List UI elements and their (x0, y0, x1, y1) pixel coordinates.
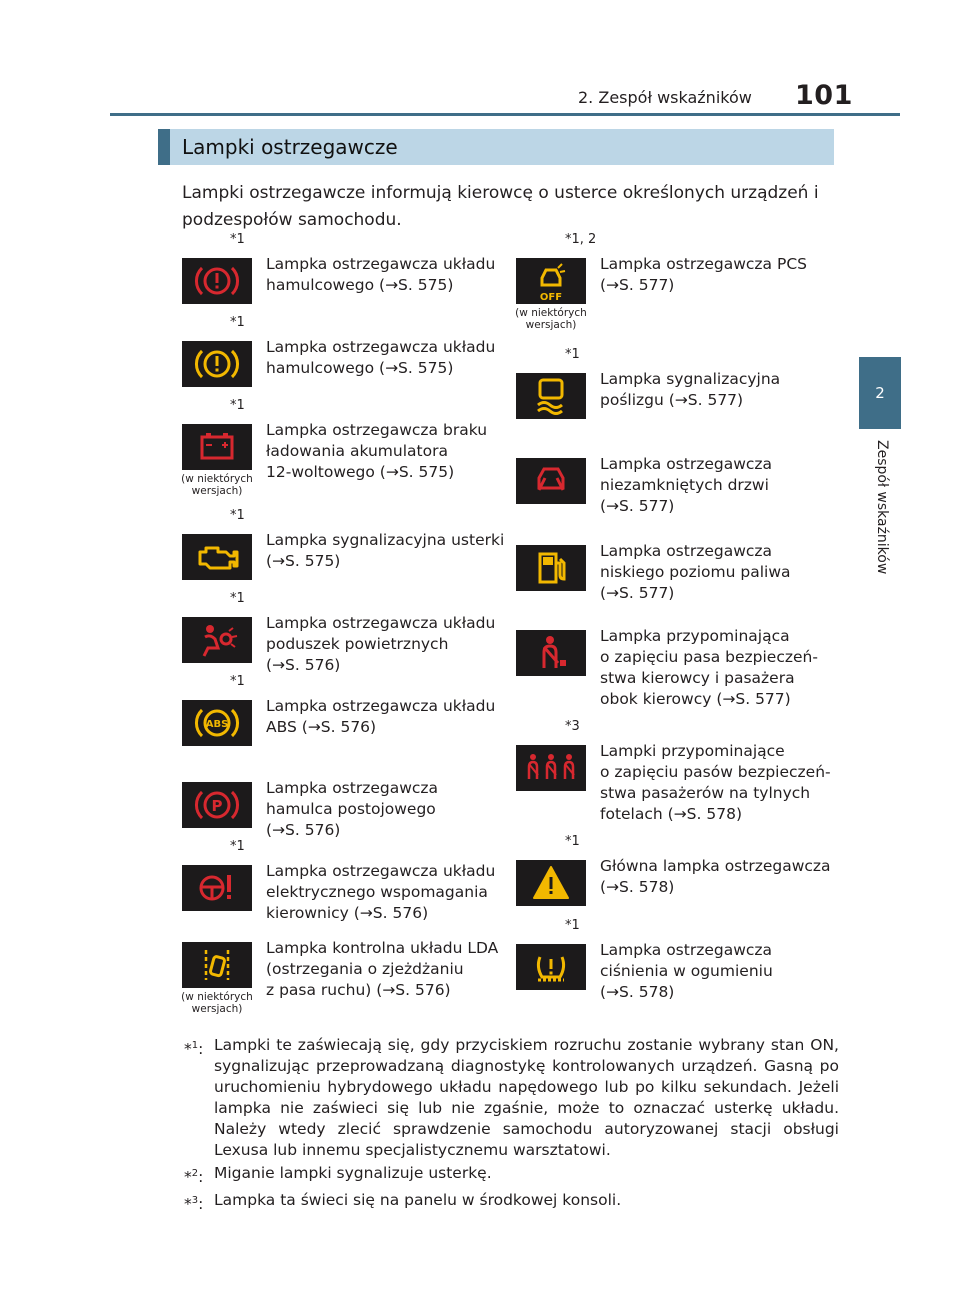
footnote-ref: *1 (565, 918, 580, 933)
description-line: poduszek powietrznych (266, 635, 449, 653)
description-line: z pasa ruchu) (→S. 576) (266, 981, 451, 999)
warning-lamp-tile (516, 545, 586, 591)
warning-lamp-description (266, 778, 438, 841)
warning-lamp-description (266, 254, 495, 296)
warning-lamp-tile (182, 942, 252, 988)
master-warning-icon (516, 860, 586, 906)
warning-lamp-description (266, 337, 495, 379)
description-line: (→S. 575) (266, 552, 341, 570)
warning-lamp-description (266, 861, 495, 924)
warning-lamp-tile (182, 341, 252, 387)
intro-text: Lampki ostrzegawcze informują kierowcę o usterce określonych urządzeń i podzespołów samochodu. (182, 183, 819, 230)
warning-lamp-description (600, 856, 831, 898)
description-line: kierownicy (→S. 576) (266, 904, 429, 922)
battery-icon (182, 424, 252, 470)
footnote-mark: *$^1$: (184, 1040, 204, 1059)
chapter-side-label (864, 440, 896, 610)
description-line: Lampka sygnalizacyjna usterki (266, 531, 505, 549)
pcs-off-icon (516, 258, 586, 304)
brake-system-icon (182, 258, 252, 304)
warning-lamp-tile (516, 944, 586, 990)
description-line: Lampka ostrzegawcza (266, 779, 439, 797)
footnote (184, 1035, 839, 1161)
description-line: hamulca postojowego (266, 800, 436, 818)
description-line: Lampka ostrzegawcza (600, 542, 773, 560)
warning-lamp-description (266, 613, 495, 676)
description-line: stwa pasażerów na tylnych (600, 784, 811, 802)
version-note: (w niektórych wersjach) (515, 307, 587, 331)
warning-lamp-tile (182, 424, 252, 470)
footnote-ref: *1 (565, 834, 580, 849)
description-line: Lampka ostrzegawcza układu (266, 614, 496, 632)
warning-lamp-tile (516, 860, 586, 906)
description-line: Główna lampka ostrzegawcza (600, 857, 831, 875)
section-title-bar (158, 129, 834, 165)
seatbelt-icon (516, 630, 586, 676)
footnote-ref: *3 (565, 719, 580, 734)
slip-indicator-icon (516, 373, 586, 419)
description-line: obok kierowcy (→S. 577) (600, 690, 791, 708)
description-line: (→S. 578) (600, 878, 675, 896)
svg-text:ABS: ABS (205, 719, 229, 730)
warning-lamp-description (600, 254, 807, 296)
warning-lamp-description (266, 696, 495, 738)
description-line: Lampka ostrzegawcza (600, 455, 773, 473)
chapter-tab: 2 (859, 357, 901, 429)
warning-lamp-description (600, 626, 818, 710)
section-title: Lampki ostrzegawcze (182, 135, 398, 159)
description-line: Lampka ostrzegawcza układu (266, 697, 496, 715)
description-line: (→S. 578) (600, 983, 675, 1001)
footnote-text: Lampka ta świeci się na panelu w środkowej konsoli. (214, 1191, 622, 1210)
rear-seatbelt-icon (516, 745, 586, 791)
warning-lamp-tile (516, 458, 586, 504)
description-line: hamulcowego (→S. 575) (266, 359, 454, 377)
description-line: o zapięciu pasa bezpieczeń- (600, 648, 818, 666)
open-door-icon (516, 458, 586, 504)
warning-lamp-description (600, 454, 772, 517)
description-line: (→S. 577) (600, 584, 675, 602)
description-line: Lampka ostrzegawcza braku (266, 421, 488, 439)
footnote-ref: *1 (230, 398, 245, 413)
warning-lamp-tile (182, 534, 252, 580)
warning-lamp-description (600, 940, 773, 1003)
svg-text:P: P (211, 797, 223, 815)
footnotes (184, 1035, 839, 1217)
header-rule (110, 113, 900, 116)
description-line: (→S. 577) (600, 497, 675, 515)
footnote-ref: *1 (230, 674, 245, 689)
footnote-ref: *1 (230, 839, 245, 854)
warning-lamp-tile (516, 745, 586, 791)
description-line: (→S. 577) (600, 276, 675, 294)
description-line: Lampka ostrzegawcza układu (266, 338, 496, 356)
brake-system-icon (182, 341, 252, 387)
description-line: poślizgu (→S. 577) (600, 391, 744, 409)
footnote (184, 1190, 839, 1215)
tire-pressure-icon (516, 944, 586, 990)
description-line: Lampka ostrzegawcza układu (266, 255, 496, 273)
footnote-ref: *1 (230, 232, 245, 247)
abs-icon (182, 700, 252, 746)
description-line: stwa kierowcy i pasażera (600, 669, 795, 687)
description-line: Lampki przypominające (600, 742, 785, 760)
description-line: (ostrzegania o zjeżdżaniu (266, 960, 464, 978)
warning-lamp-tile (182, 782, 252, 828)
parking-brake-icon (182, 782, 252, 828)
warning-lamp-description (266, 530, 504, 572)
warning-lamp-description (600, 741, 831, 825)
description-line: niezamkniętych drzwi (600, 476, 769, 494)
fuel-icon (516, 545, 586, 591)
description-line: Lampka ostrzegawcza (600, 941, 773, 959)
description-line: hamulcowego (→S. 575) (266, 276, 454, 294)
description-line: elektrycznego wspomagania (266, 883, 488, 901)
warning-lamp-tile (516, 630, 586, 676)
footnote-text: Lampki te zaświecają się, gdy przyciskiem rozruchu zostanie wybrany stan ON, sygnalizując przeprowadzaną diagnostykę kontrolowanych urządzeń. Gasną po uruchomieniu hybrydowego układu napędowego lub po kilku sekundach. Jeżeli lampka nie zaświeci się lub nie zgaśnie, może to oznaczać usterkę układu. Należy wtedy zlecić sprawdzenie samochodu autoryzowanej stacji obsługi Lexusa lub innemu specjalistycznemu warsztatowi. (214, 1036, 839, 1159)
warning-lamp-tile (182, 700, 252, 746)
description-line: niskiego poziomu paliwa (600, 563, 791, 581)
footnote (184, 1163, 839, 1188)
description-line: o zapięciu pasów bezpieczeń- (600, 763, 831, 781)
description-line: (→S. 576) (266, 656, 341, 674)
warning-lamp-tile (516, 258, 586, 304)
footnote-ref: *1 (230, 591, 245, 606)
version-note: (w niektórych wersjach) (181, 991, 253, 1015)
description-line: fotelach (→S. 578) (600, 805, 742, 823)
airbag-icon (182, 617, 252, 663)
warning-lamp-tile (182, 617, 252, 663)
chapter-side-label-text: Zespół wskaźników (874, 440, 890, 575)
warning-lamp-tile (516, 373, 586, 419)
warning-lamp-description (266, 938, 498, 1001)
description-line: Lampka kontrolna układu LDA (266, 939, 499, 957)
lane-departure-icon (182, 942, 252, 988)
description-line: ładowania akumulatora (266, 442, 448, 460)
footnote-mark: *$^3$: (184, 1195, 204, 1214)
footnote-mark: *$^2$: (184, 1168, 204, 1187)
engine-icon (182, 534, 252, 580)
warning-lamp-tile (182, 258, 252, 304)
description-line: Lampka przypominająca (600, 627, 790, 645)
warning-lamp-description (266, 420, 487, 483)
warning-lamp-description (600, 541, 791, 604)
version-note: (w niektórych wersjach) (181, 473, 253, 497)
warning-lamp-description (600, 369, 780, 411)
power-steering-icon (182, 865, 252, 911)
warning-lamp-tile (182, 865, 252, 911)
description-line: ABS (→S. 576) (266, 718, 377, 736)
footnote-text: Miganie lampki sygnalizuje usterkę. (214, 1164, 492, 1182)
page-number: 101 (795, 80, 853, 111)
description-line: Lampka ostrzegawcza PCS (600, 255, 807, 273)
footnote-ref: *1 (230, 508, 245, 523)
description-line: (→S. 576) (266, 821, 341, 839)
description-line: ciśnienia w ogumieniu (600, 962, 773, 980)
footnote-ref: *1 (565, 347, 580, 362)
description-line: Lampka ostrzegawcza układu (266, 862, 496, 880)
svg-text:OFF: OFF (539, 292, 563, 303)
description-line: 12-woltowego (→S. 575) (266, 463, 455, 481)
footnote-ref: *1 (230, 315, 245, 330)
description-line: Lampka sygnalizacyjna (600, 370, 781, 388)
footnote-ref: *1, 2 (565, 232, 597, 247)
chapter-title: 2. Zespół wskaźników (578, 88, 752, 107)
